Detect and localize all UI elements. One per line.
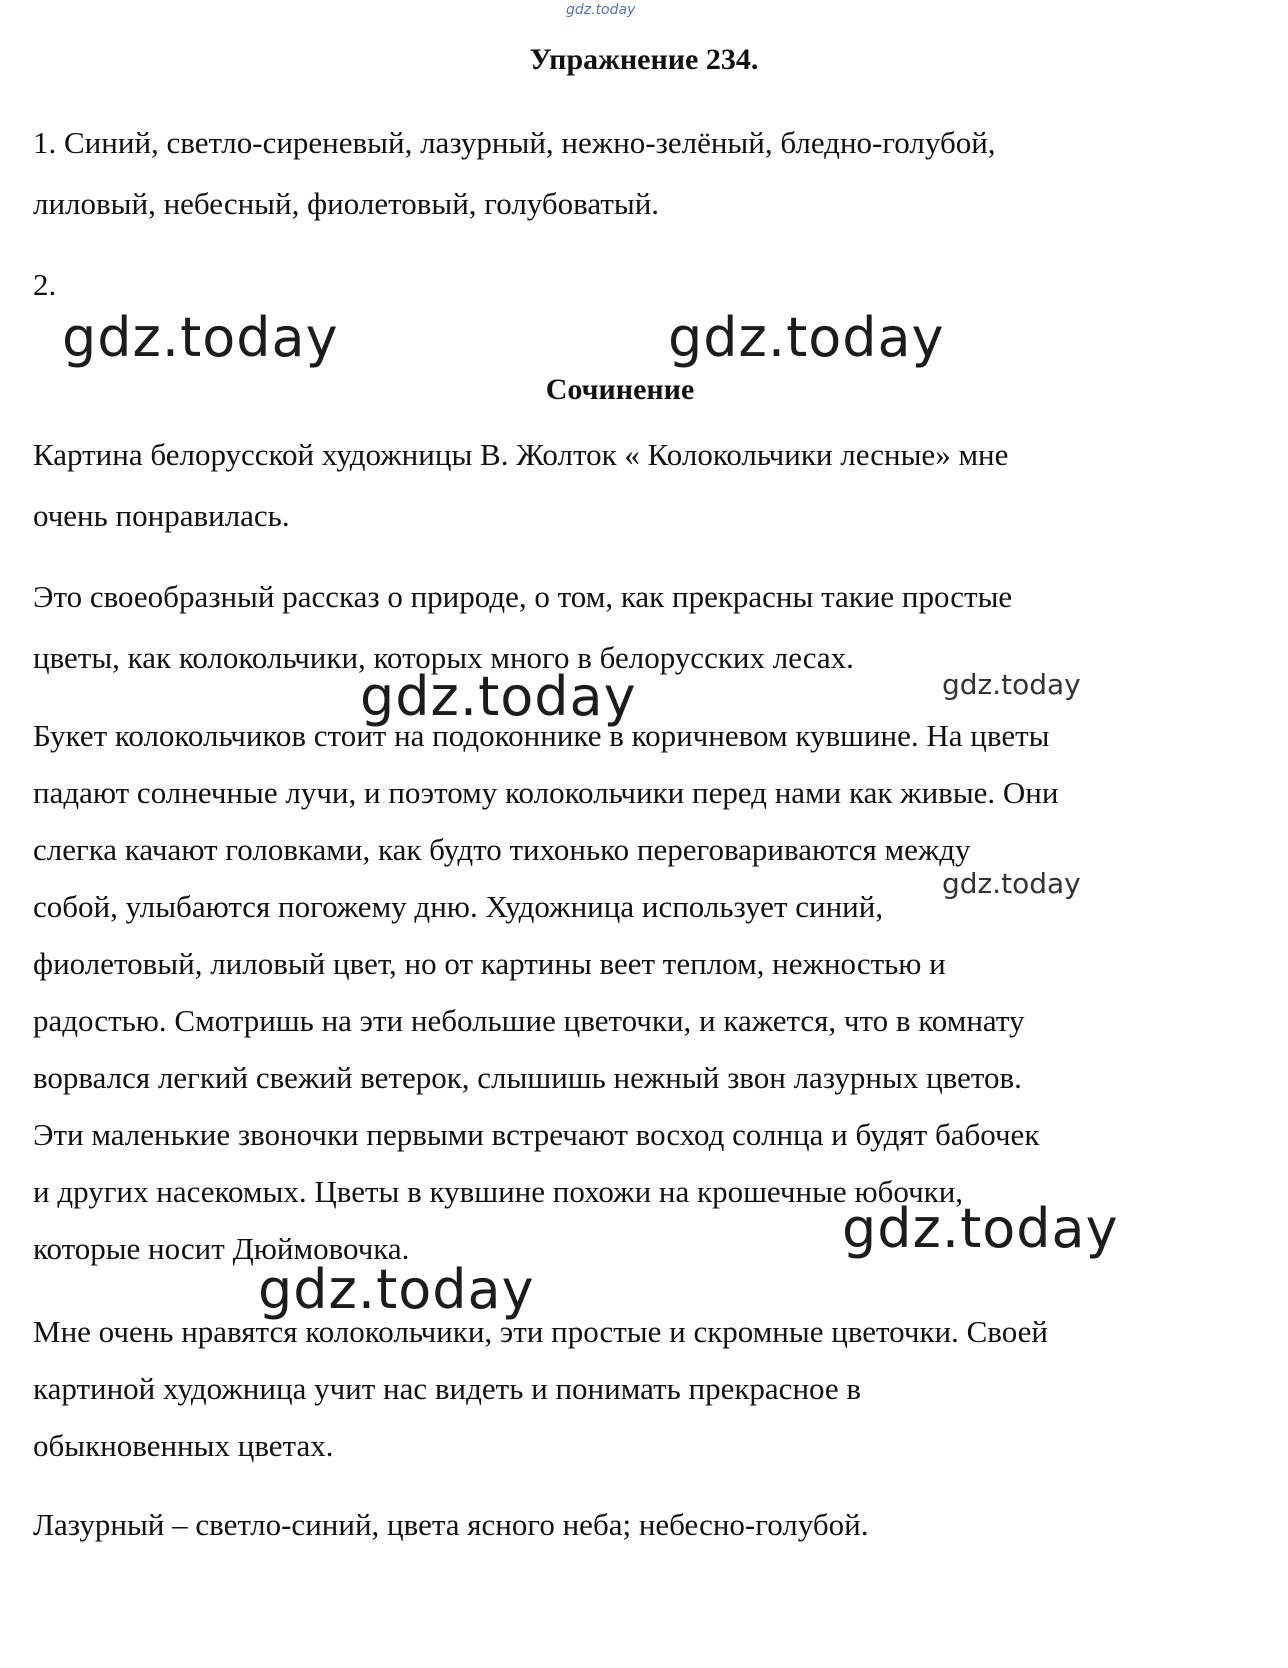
- watermark: gdz.today: [842, 1197, 1119, 1260]
- essay-line: картиной художница учит нас видеть и понимать прекрасное в: [33, 1371, 862, 1406]
- essay-line: Лазурный – светло-синий, цвета ясного неба; небесно-голубой.: [33, 1507, 869, 1542]
- section-1-line: 1. Синий, светло-сиреневый, лазурный, нежно-зелёный, бледно-голубой,: [33, 125, 996, 160]
- essay-paragraph-3: [33, 707, 1213, 1277]
- essay-line: Мне очень нравятся колокольчики, эти простые и скромные цветочки. Своей: [33, 1314, 1048, 1349]
- essay-line: цветы, как колокольчики, которых много в белорусских лесах.: [33, 640, 854, 675]
- essay-line: слегка качают головками, как будто тихонько переговариваются между: [33, 832, 971, 867]
- essay-line: собой, улыбаются погожему дню. Художница использует синий,: [33, 889, 884, 924]
- section-1: [33, 112, 1213, 234]
- section-2-number: 2.: [33, 267, 57, 302]
- watermark: gdz.today: [258, 1258, 535, 1321]
- essay-paragraph-5: [33, 1494, 1213, 1555]
- watermark: gdz.today: [62, 306, 339, 369]
- essay-line: ворвался легкий свежий ветерок, слышишь нежный звон лазурных цветов.: [33, 1060, 1022, 1095]
- watermark: gdz.today: [360, 665, 637, 728]
- watermark: gdz.today: [668, 306, 945, 369]
- watermark: gdz.today: [942, 668, 1081, 701]
- essay-line: падают солнечные лучи, и поэтому колокольчики перед нами как живые. Они: [33, 775, 1059, 810]
- essay-line: Букет колокольчиков стоит на подоконнике в коричневом кувшине. На цветы: [33, 718, 1050, 753]
- essay-line: очень понравилась.: [33, 498, 290, 533]
- essay-line: которые носит Дюймовочка.: [33, 1231, 410, 1266]
- essay-paragraph-4: [33, 1303, 1213, 1474]
- essay-line: фиолетовый, лиловый цвет, но от картины веет теплом, нежностью и: [33, 946, 946, 981]
- essay-title: Сочинение: [545, 373, 695, 406]
- essay-line: обыкновенных цветах.: [33, 1428, 334, 1463]
- essay-line: и других насекомых. Цветы в кувшине похожи на крошечные юбочки,: [33, 1174, 964, 1209]
- essay-line: радостью. Смотришь на эти небольшие цветочки, и кажется, что в комнату: [33, 1003, 1025, 1038]
- exercise-title: Упражнение 234.: [529, 43, 759, 76]
- essay-paragraph-1: [33, 424, 1213, 546]
- essay-line: Это своеобразный рассказ о природе, о том, как прекрасны такие простые: [33, 579, 1013, 614]
- section-1-line: лиловый, небесный, фиолетовый, голубоватый.: [33, 186, 660, 221]
- essay-line: Эти маленькие звоночки первыми встречают восход солнца и будят бабочек: [33, 1117, 1040, 1152]
- essay-line: Картина белорусской художницы В. Жолток « Колокольчики лесные» мне: [33, 437, 1009, 472]
- watermark-top: gdz.today: [566, 2, 636, 18]
- watermark: gdz.today: [942, 867, 1081, 900]
